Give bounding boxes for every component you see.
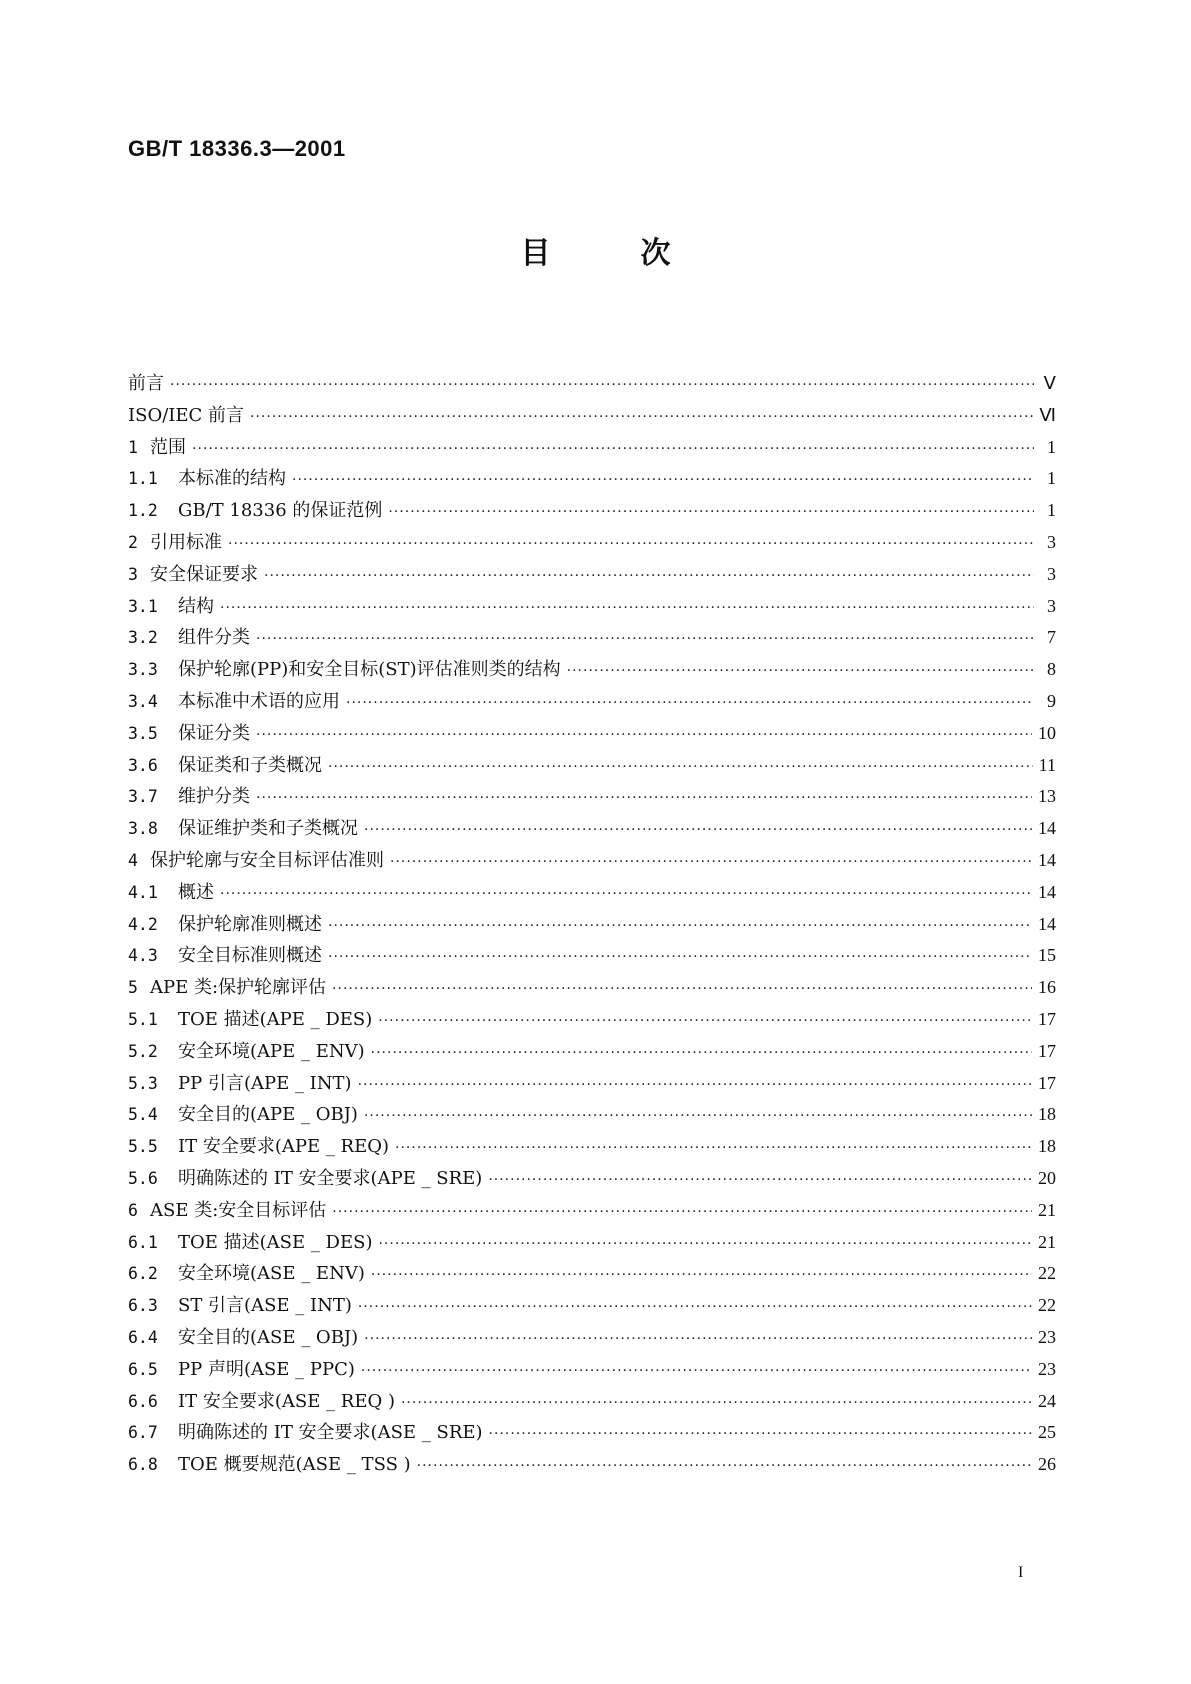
toc-entry-page: 3 — [1047, 595, 1056, 616]
toc-entry-page: 21 — [1038, 1231, 1056, 1252]
toc-dot-leader — [220, 593, 1034, 625]
toc-entry-page: 14 — [1038, 881, 1056, 902]
toc-entry[interactable] — [128, 781, 1056, 813]
toc-entry-number: 6.1 — [128, 1232, 158, 1252]
toc-entry-number: 3.5 — [128, 723, 158, 743]
toc-entry[interactable] — [128, 495, 1056, 527]
toc-entry-page: 13 — [1038, 786, 1056, 807]
toc-dot-leader — [358, 1292, 1032, 1324]
toc-entry[interactable] — [128, 1163, 1056, 1195]
toc-entry-title: 保证分类 — [178, 722, 250, 744]
toc-entry-title: APE 类:保护轮廓评估 — [150, 977, 327, 999]
toc-entry-page: 17 — [1038, 1072, 1056, 1093]
toc-entry[interactable] — [128, 1036, 1056, 1068]
toc-entry-page: 23 — [1038, 1358, 1056, 1379]
toc-entry-number: 3.7 — [128, 787, 158, 807]
toc-entry-number: 6.4 — [128, 1327, 158, 1347]
toc-entry-title: 安全环境(ASE _ ENV) — [178, 1263, 365, 1285]
toc-dot-leader — [328, 752, 1033, 784]
toc-dot-leader — [489, 1419, 1032, 1451]
toc-dot-leader — [328, 942, 1032, 974]
toc-entry[interactable] — [128, 400, 1056, 432]
toc-entry-title: ASE 类:安全目标评估 — [150, 1199, 327, 1221]
toc-entry[interactable] — [128, 1004, 1056, 1036]
toc-entry-number: 1.2 — [128, 501, 158, 521]
toc-dot-leader — [401, 1388, 1032, 1420]
page-title — [0, 228, 1191, 272]
toc-entry-title: 安全保证要求 — [150, 563, 258, 585]
toc-entry[interactable] — [128, 527, 1056, 559]
toc-entry[interactable] — [128, 1449, 1056, 1481]
toc-entry-title: 明确陈述的 IT 安全要求(APE _ SRE) — [178, 1167, 483, 1189]
toc-entry-title: TOE 描述(APE _ DES) — [178, 1008, 373, 1030]
toc-dot-leader — [378, 1006, 1032, 1038]
toc-dot-leader — [364, 1101, 1032, 1133]
toc-entry-title: 组件分类 — [178, 627, 250, 649]
toc-entry[interactable] — [128, 432, 1056, 464]
toc-entry-page: 23 — [1038, 1326, 1056, 1347]
toc-dot-leader — [332, 974, 1032, 1006]
toc-entry-title: 本标准中术语的应用 — [178, 690, 340, 712]
toc-entry-page: 22 — [1038, 1295, 1056, 1316]
toc-entry-page: 17 — [1038, 1040, 1056, 1061]
toc-entry-page: 3 — [1047, 563, 1056, 584]
toc-entry-title: 保证维护类和子类概况 — [178, 818, 358, 840]
toc-entry[interactable] — [128, 813, 1056, 845]
toc-entry-number: 3 — [128, 564, 138, 584]
toc-entry-title: IT 安全要求(APE _ REQ) — [178, 1136, 390, 1158]
toc-entry-page: 3 — [1047, 531, 1056, 552]
toc-entry-page: 14 — [1038, 818, 1056, 839]
toc-entry-page: 9 — [1047, 690, 1056, 711]
toc-entry-title: 保证类和子类概况 — [178, 754, 322, 776]
toc-dot-leader — [371, 1260, 1032, 1292]
toc-dot-leader — [567, 656, 1034, 688]
toc-entry-title: 保护轮廓与安全目标评估准则 — [150, 849, 384, 871]
toc-entry-number: 5.4 — [128, 1105, 158, 1125]
toc-entry-number: 4 — [128, 850, 138, 870]
toc-dot-leader — [371, 1038, 1032, 1070]
toc-entry-title: IT 安全要求(ASE _ REQ ) — [178, 1390, 395, 1412]
toc-entry-title: TOE 描述(ASE _ DES) — [178, 1231, 373, 1253]
toc-entry[interactable] — [128, 654, 1056, 686]
toc-entry[interactable] — [128, 1131, 1056, 1163]
toc-entry-page: 14 — [1038, 849, 1056, 870]
toc-entry-title: PP 引言(APE _ INT) — [178, 1072, 352, 1094]
toc-entry-number: 3.6 — [128, 755, 158, 775]
toc-entry-title: GB/T 18336 的保证范例 — [178, 500, 383, 522]
table-of-contents — [128, 368, 1056, 1481]
toc-entry[interactable] — [128, 1386, 1056, 1418]
toc-dot-leader — [292, 465, 1034, 497]
toc-entry-page: 18 — [1038, 1104, 1056, 1125]
toc-entry-number: 5 — [128, 978, 138, 998]
toc-entry[interactable] — [128, 1195, 1056, 1227]
toc-entry[interactable] — [128, 1068, 1056, 1100]
toc-entry-number: 3.4 — [128, 691, 158, 711]
toc-dot-leader — [346, 688, 1034, 720]
toc-entry-title: 保护轮廓(PP)和安全目标(ST)评估准则类的结构 — [178, 659, 561, 681]
toc-entry-number: 5.3 — [128, 1073, 158, 1093]
toc-entry-title: 范围 — [150, 436, 186, 458]
toc-entry-title: ST 引言(ASE _ INT) — [178, 1295, 352, 1317]
toc-entry[interactable] — [128, 718, 1056, 750]
toc-dot-leader — [192, 434, 1034, 466]
toc-entry-title: 结构 — [178, 595, 214, 617]
title-char-1: 目 — [520, 236, 551, 271]
toc-entry[interactable] — [128, 940, 1056, 972]
toc-entry-number: 4.2 — [128, 914, 158, 934]
toc-entry-number: 6 — [128, 1200, 138, 1220]
toc-entry-number: 3.3 — [128, 660, 158, 680]
toc-dot-leader — [378, 1229, 1032, 1261]
toc-dot-leader — [358, 1070, 1032, 1102]
toc-entry[interactable] — [128, 559, 1056, 591]
toc-entry-number: 5.6 — [128, 1168, 158, 1188]
toc-entry-page: 1 — [1047, 468, 1056, 489]
toc-entry-number: 5.5 — [128, 1137, 158, 1157]
toc-entry[interactable] — [128, 1258, 1056, 1290]
toc-dot-leader — [332, 1197, 1032, 1229]
toc-entry[interactable] — [128, 909, 1056, 941]
toc-entry-number: 6.2 — [128, 1264, 158, 1284]
toc-entry[interactable] — [128, 686, 1056, 718]
toc-entry[interactable] — [128, 1354, 1056, 1386]
toc-entry-page: 20 — [1038, 1167, 1056, 1188]
toc-entry[interactable] — [128, 750, 1056, 782]
toc-dot-leader — [220, 879, 1032, 911]
toc-entry-title: 维护分类 — [178, 786, 250, 808]
toc-entry[interactable] — [128, 463, 1056, 495]
toc-entry-number: 4.1 — [128, 882, 158, 902]
toc-entry-title: 引用标准 — [150, 531, 222, 553]
toc-entry-number: 3.2 — [128, 628, 158, 648]
toc-dot-leader — [250, 402, 1033, 434]
toc-entry[interactable] — [128, 1099, 1056, 1131]
toc-entry-page: 10 — [1038, 722, 1056, 743]
toc-entry-number: 6.5 — [128, 1359, 158, 1379]
toc-entry-title: 安全目标准则概述 — [178, 945, 322, 967]
toc-entry[interactable] — [128, 1417, 1056, 1449]
toc-dot-leader — [328, 911, 1032, 943]
toc-dot-leader — [256, 624, 1034, 656]
toc-dot-leader — [228, 529, 1034, 561]
toc-entry-number: 3.8 — [128, 819, 158, 839]
toc-entry-title: 安全目的(APE _ OBJ) — [178, 1104, 358, 1126]
toc-entry[interactable] — [128, 591, 1056, 623]
toc-entry[interactable] — [128, 368, 1056, 400]
toc-entry-page: Ⅴ — [1043, 373, 1056, 393]
toc-dot-leader — [417, 1451, 1032, 1483]
toc-entry-page: 1 — [1047, 500, 1056, 521]
toc-entry-page: 14 — [1038, 913, 1056, 934]
toc-entry-title: 概述 — [178, 881, 214, 903]
toc-entry-number: 6.8 — [128, 1455, 158, 1475]
title-char-2: 次 — [640, 236, 671, 271]
toc-entry-page: 21 — [1038, 1199, 1056, 1220]
toc-entry[interactable] — [128, 1227, 1056, 1259]
standard-code: GB/T 18336.3—2001 — [128, 136, 346, 161]
toc-dot-leader — [488, 1165, 1032, 1197]
toc-entry-title: TOE 概要规范(ASE _ TSS ) — [178, 1454, 411, 1476]
toc-dot-leader — [395, 1133, 1032, 1165]
toc-entry-title: 明确陈述的 IT 安全要求(ASE _ SRE) — [178, 1422, 483, 1444]
toc-entry-number: 1.1 — [128, 469, 158, 489]
toc-entry-title: 安全环境(APE _ ENV) — [178, 1040, 365, 1062]
toc-entry[interactable] — [128, 622, 1056, 654]
toc-dot-leader — [170, 370, 1034, 402]
toc-dot-leader — [264, 561, 1034, 593]
toc-entry-page: 15 — [1038, 945, 1056, 966]
toc-entry-page: 1 — [1047, 436, 1056, 457]
toc-entry[interactable] — [128, 972, 1056, 1004]
toc-entry-page: 26 — [1038, 1454, 1056, 1475]
toc-entry-title: 前言 — [128, 373, 164, 394]
toc-entry[interactable] — [128, 845, 1056, 877]
toc-entry-number: 3.1 — [128, 596, 158, 616]
toc-dot-leader — [256, 720, 1032, 752]
toc-entry[interactable] — [128, 1322, 1056, 1354]
toc-entry-title: 本标准的结构 — [178, 468, 286, 490]
toc-dot-leader — [390, 847, 1032, 879]
toc-dot-leader — [364, 1324, 1032, 1356]
toc-entry-number: 1 — [128, 437, 138, 457]
toc-entry-page: 24 — [1038, 1390, 1056, 1411]
toc-entry-number: 6.3 — [128, 1296, 158, 1316]
toc-entry-title: ISO/IEC 前言 — [128, 404, 245, 426]
toc-entry-page: 11 — [1038, 754, 1056, 775]
toc-entry-number: 6.6 — [128, 1391, 158, 1411]
toc-entry-title: 安全目的(ASE _ OBJ) — [178, 1326, 359, 1348]
toc-entry-page: 7 — [1047, 627, 1056, 648]
toc-entry-title: 保护轮廓准则概述 — [178, 913, 322, 935]
toc-entry-page: 8 — [1047, 659, 1056, 680]
toc-entry-page: 25 — [1038, 1422, 1056, 1443]
toc-entry-page: 18 — [1038, 1136, 1056, 1157]
toc-entry-page: 17 — [1038, 1008, 1056, 1029]
toc-entry-number: 6.7 — [128, 1423, 158, 1443]
toc-dot-leader — [256, 783, 1032, 815]
toc-entry-number: 4.3 — [128, 946, 158, 966]
toc-dot-leader — [364, 815, 1032, 847]
toc-dot-leader — [361, 1356, 1032, 1388]
toc-dot-leader — [388, 497, 1034, 529]
toc-entry-number: 5.1 — [128, 1009, 158, 1029]
toc-entry-title: PP 声明(ASE _ PPC) — [178, 1358, 355, 1380]
page-folio: I — [1018, 1564, 1024, 1581]
toc-entry-page: 16 — [1038, 977, 1056, 998]
toc-entry-page: 22 — [1038, 1263, 1056, 1284]
toc-entry-page: Ⅵ — [1039, 404, 1056, 425]
toc-entry-number: 2 — [128, 532, 138, 552]
toc-entry[interactable] — [128, 877, 1056, 909]
toc-entry[interactable] — [128, 1290, 1056, 1322]
toc-entry-number: 5.2 — [128, 1041, 158, 1061]
